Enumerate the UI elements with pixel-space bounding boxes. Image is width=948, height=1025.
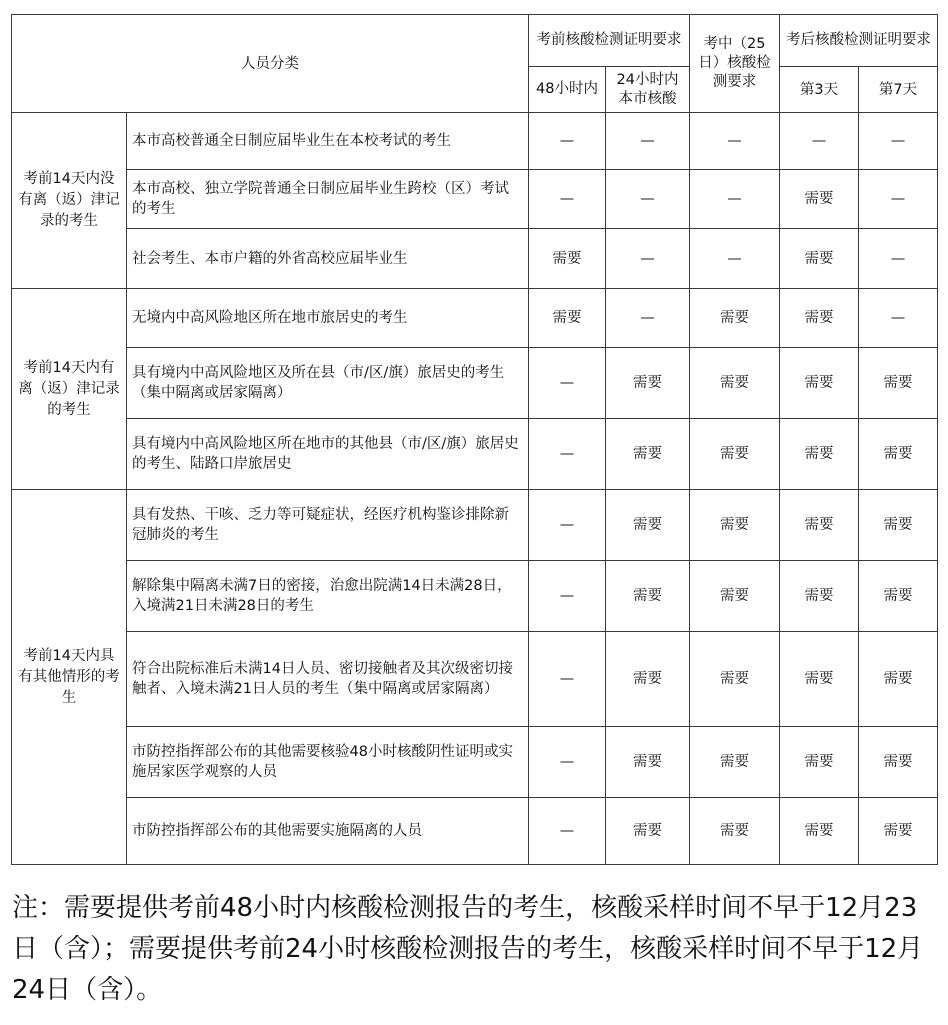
- row-description: 具有境内中高风险地区所在地市的其他县（市/区/旗）旅居史的考生、陆路口岸旅居史: [127, 419, 529, 490]
- row-description: 本市高校、独立学院普通全日制应届毕业生跨校（区）考试的考生: [127, 170, 529, 229]
- header-person-category: 人员分类: [12, 15, 529, 113]
- row-description: 具有境内中高风险地区及所在县（市/区/旗）旅居史的考生（集中隔离或居家隔离）: [127, 348, 529, 419]
- requirement-cell: 需要: [859, 561, 938, 632]
- requirement-cell: 需要: [529, 289, 606, 348]
- requirement-cell: 需要: [859, 632, 938, 727]
- requirement-cell: 需要: [690, 490, 780, 561]
- requirement-cell: 需要: [606, 561, 690, 632]
- requirement-cell: 需要: [780, 170, 859, 229]
- requirement-cell: 需要: [606, 490, 690, 561]
- requirement-cell: 需要: [859, 348, 938, 419]
- header-day3: 第3天: [780, 67, 859, 113]
- requirement-cell: —: [859, 229, 938, 289]
- requirement-cell: 需要: [606, 348, 690, 419]
- group-label: 考前14天内没有离（返）津记录的考生: [12, 113, 127, 289]
- table-row: [12, 561, 938, 632]
- requirement-cell: 需要: [529, 229, 606, 289]
- requirement-cell: 需要: [690, 798, 780, 865]
- requirement-cell: —: [859, 170, 938, 229]
- requirement-cell: —: [690, 113, 780, 170]
- table-row: [12, 419, 938, 490]
- requirement-cell: —: [529, 490, 606, 561]
- requirement-cell: 需要: [690, 561, 780, 632]
- requirement-cell: 需要: [780, 289, 859, 348]
- requirement-cell: 需要: [780, 229, 859, 289]
- requirement-cell: 需要: [780, 348, 859, 419]
- row-description: 市防控指挥部公布的其他需要核验48小时核酸阴性证明或实施居家医学观察的人员: [127, 727, 529, 798]
- table-body: [12, 113, 938, 865]
- requirement-cell: —: [780, 113, 859, 170]
- row-description: 无境内中高风险地区所在地市旅居史的考生: [127, 289, 529, 348]
- requirement-cell: —: [606, 229, 690, 289]
- table-row: [12, 490, 938, 561]
- requirement-cell: —: [529, 561, 606, 632]
- row-description: 符合出院标准后未满14日人员、密切接触者及其次级密切接触者、入境未满21日人员的考生（集中隔离或居家隔离）: [127, 632, 529, 727]
- header-post-exam-group: 考后核酸检测证明要求: [780, 15, 938, 67]
- requirement-cell: 需要: [780, 727, 859, 798]
- requirement-cell: 需要: [780, 632, 859, 727]
- requirement-cell: —: [606, 113, 690, 170]
- requirement-cell: —: [859, 289, 938, 348]
- requirement-cell: —: [529, 419, 606, 490]
- requirement-cell: —: [606, 170, 690, 229]
- requirement-cell: 需要: [859, 419, 938, 490]
- requirement-cell: 需要: [606, 632, 690, 727]
- requirement-cell: 需要: [606, 419, 690, 490]
- requirement-cell: —: [690, 229, 780, 289]
- group-label: 考前14天内有离（返）津记录的考生: [12, 289, 127, 490]
- table-row: [12, 348, 938, 419]
- requirement-cell: 需要: [780, 798, 859, 865]
- row-description: 具有发热、干咳、乏力等可疑症状，经医疗机构鉴诊排除新冠肺炎的考生: [127, 490, 529, 561]
- table-row: [12, 113, 938, 170]
- table-row: [12, 229, 938, 289]
- table-row: [12, 727, 938, 798]
- requirement-cell: —: [529, 632, 606, 727]
- requirement-cell: 需要: [780, 419, 859, 490]
- requirement-cell: 需要: [606, 727, 690, 798]
- requirement-cell: 需要: [780, 490, 859, 561]
- requirement-cell: 需要: [859, 798, 938, 865]
- header-during-exam: 考中（25日）核酸检测要求: [690, 15, 780, 113]
- requirement-cell: 需要: [690, 727, 780, 798]
- requirement-cell: —: [529, 113, 606, 170]
- requirement-cell: —: [859, 113, 938, 170]
- requirement-cell: 需要: [690, 419, 780, 490]
- group-label: 考前14天内具有其他情形的考生: [12, 490, 127, 865]
- requirement-cell: —: [606, 289, 690, 348]
- row-description: 解除集中隔离未满7日的密接，治愈出院满14日未满28日，入境满21日未满28日的考生: [127, 561, 529, 632]
- table-row: [12, 798, 938, 865]
- requirement-cell: 需要: [690, 632, 780, 727]
- requirement-cell: 需要: [859, 490, 938, 561]
- header-pre-exam-group: 考前核酸检测证明要求: [529, 15, 690, 67]
- footnote: 注：需要提供考前48小时内核酸检测报告的考生，核酸采样时间不早于12月23日（含）；需要提供考前24小时核酸检测报告的考生，核酸采样时间不早于12月24日（含）。: [12, 893, 924, 1005]
- requirement-cell: —: [529, 798, 606, 865]
- row-description: 社会考生、本市户籍的外省高校应届毕业生: [127, 229, 529, 289]
- table-row: [12, 170, 938, 229]
- header-day7: 第7天: [859, 67, 938, 113]
- requirement-cell: 需要: [606, 798, 690, 865]
- row-description: 本市高校普通全日制应届毕业生在本校考试的考生: [127, 113, 529, 170]
- requirement-cell: —: [690, 170, 780, 229]
- requirement-cell: —: [529, 170, 606, 229]
- requirement-cell: —: [529, 348, 606, 419]
- requirement-cell: 需要: [859, 727, 938, 798]
- table-row: [12, 632, 938, 727]
- row-description: 市防控指挥部公布的其他需要实施隔离的人员: [127, 798, 529, 865]
- header-pre-48h: 48小时内: [529, 67, 606, 113]
- requirement-cell: 需要: [690, 289, 780, 348]
- requirement-cell: 需要: [780, 561, 859, 632]
- header-pre-24h: 24小时内本市核酸: [606, 67, 690, 113]
- requirements-table: [11, 14, 938, 865]
- table-row: [12, 289, 938, 348]
- requirement-cell: 需要: [690, 348, 780, 419]
- requirement-cell: —: [529, 727, 606, 798]
